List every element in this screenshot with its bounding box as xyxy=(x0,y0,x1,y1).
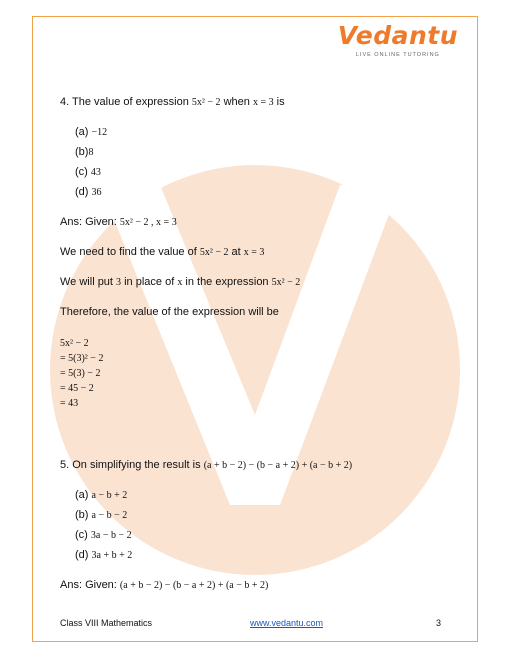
option-value: 43 xyxy=(90,167,101,178)
option-label: (a) xyxy=(75,126,89,138)
answer-label: Ans: Given: xyxy=(60,579,117,591)
q5-question xyxy=(60,458,352,473)
option-value: 3a − b − 2 xyxy=(90,530,132,541)
footer-course: Class VIII Mathematics xyxy=(60,618,153,628)
q4-condition: x = 3 xyxy=(252,97,274,108)
q4-prefix: 4. The value of expression xyxy=(60,96,189,108)
put-value: 3 xyxy=(116,277,122,288)
q5-option-c xyxy=(75,528,132,543)
q5-prefix: 5. On simplifying the result is xyxy=(60,459,201,471)
q4-therefore-line: Therefore, the value of the expression will be xyxy=(60,306,279,318)
solution-step: 5x² − 2 xyxy=(60,338,89,349)
q4-is: is xyxy=(276,96,285,108)
logo-tagline: LIVE ONLINE TUTORING xyxy=(355,52,440,58)
option-label: (b) xyxy=(75,146,89,158)
q4-question xyxy=(60,95,285,110)
option-label: (c) xyxy=(75,529,88,541)
find-at: at xyxy=(231,246,241,258)
option-value: a − b + 2 xyxy=(91,490,128,501)
solution-step: = 45 − 2 xyxy=(60,383,94,394)
vedantu-logo xyxy=(338,22,458,58)
footer-website-link[interactable]: www.vedantu.com xyxy=(250,618,324,628)
option-value: 3a + b + 2 xyxy=(91,550,133,561)
q4-put-line xyxy=(60,275,300,290)
find-expression: 5x² − 2 xyxy=(199,247,229,258)
put-expression: 5x² − 2 xyxy=(271,277,301,288)
put-text: in place of xyxy=(124,276,175,288)
option-value: −12 xyxy=(91,127,108,138)
option-value: a − b − 2 xyxy=(91,510,128,521)
q4-expression: 5x² − 2 xyxy=(191,97,221,108)
option-label: (d) xyxy=(75,549,89,561)
solution-step: = 5(3) − 2 xyxy=(60,368,101,379)
footer-page-number: 3 xyxy=(436,618,442,628)
q4-option-b xyxy=(75,145,93,160)
put-text: in the expression xyxy=(185,276,269,288)
put-variable: x xyxy=(177,277,183,288)
option-label: (b) xyxy=(75,509,89,521)
q4-answer-given xyxy=(60,215,177,230)
option-value: 36 xyxy=(91,187,102,198)
q4-option-c xyxy=(75,165,101,180)
find-condition: x = 3 xyxy=(243,247,265,258)
option-label: (d) xyxy=(75,186,89,198)
answer-label: Ans: Given: xyxy=(60,216,117,228)
q4-option-d xyxy=(75,185,102,200)
find-text: We need to find the value of xyxy=(60,246,197,258)
q4-find-line xyxy=(60,245,264,260)
option-value: 8 xyxy=(88,147,94,158)
solution-step: = 5(3)² − 2 xyxy=(60,353,104,364)
q5-option-d xyxy=(75,548,132,563)
q4-when: when xyxy=(223,96,250,108)
logo-wordmark: Vedantu xyxy=(337,21,458,50)
q5-option-b xyxy=(75,508,127,523)
option-label: (c) xyxy=(75,166,88,178)
q5-option-a xyxy=(75,488,127,503)
answer-given-expression: 5x² − 2 , x = 3 xyxy=(119,217,177,228)
q4-option-a xyxy=(75,125,107,140)
solution-step: = 43 xyxy=(60,398,79,409)
q5-answer-given xyxy=(60,578,268,593)
put-text: We will put xyxy=(60,276,113,288)
q5-expression: (a + b − 2) − (b − a + 2) + (a − b + 2) xyxy=(203,460,353,471)
option-label: (a) xyxy=(75,489,89,501)
answer-given-expression: (a + b − 2) − (b − a + 2) + (a − b + 2) xyxy=(119,580,269,591)
